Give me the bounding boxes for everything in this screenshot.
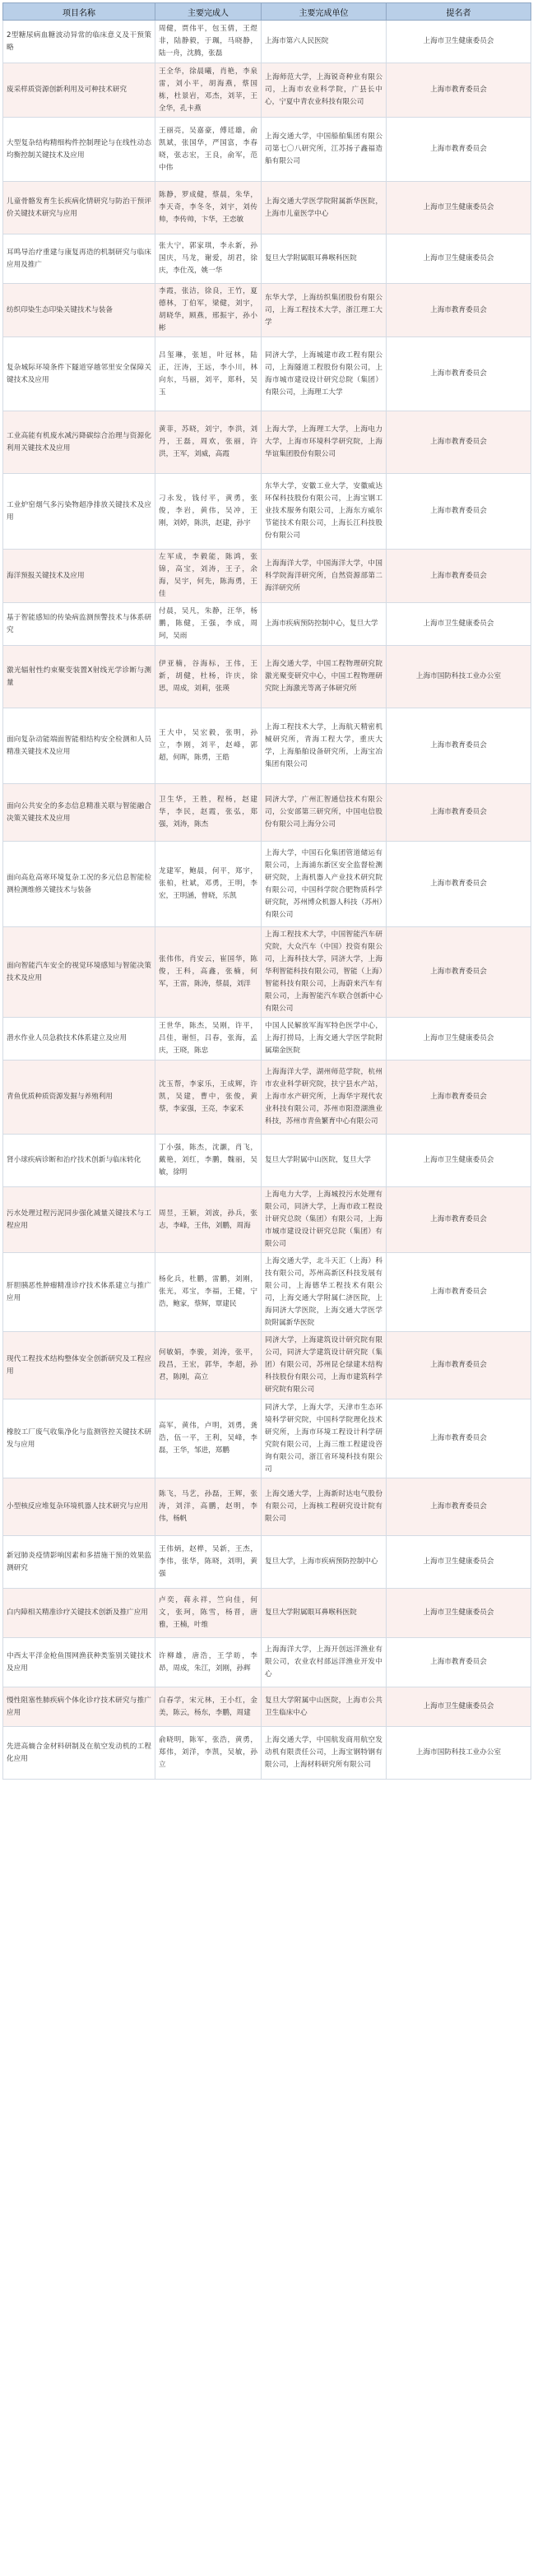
project-name-cell: 面向高危高寒环境复杂工况的多元信息智能检测检测维修关键技术与装备 [3,842,155,927]
nominator-cell: 上海市教育委员会 [387,1061,531,1135]
nominator-cell: 上海市国防科技工业办公室 [387,646,531,708]
units-cell: 中国人民解放军海军特色医学中心，上海打捞局，上海交通大学医学院附属瑞金医院 [262,1018,387,1061]
units-cell: 上海交通大学，北斗天汇（上海）科技有限公司，苏州高新区科技发展有限公司，上海德华工程技术有限公司，上海交通大学附属仁济医院，上海同济大学医院，上海交通大学医学院附属新华医院 [262,1253,387,1332]
table-row [3,1332,531,1399]
project-name-cell: 2型糖尿病血糖波动异常的临床意义及干预策略 [3,21,155,63]
nominator-cell: 上海市教育委员会 [387,708,531,784]
award-results-table [2,2,531,1780]
table-row [3,118,531,182]
project-name-cell: 小型核反应堆复杂环境机器人技术研究与应用 [3,1478,155,1536]
contributors-cell: 卫生华，王胜，程杨，赵建华，李民，赵霞，张弘，郑强，刘涛，陈杰 [155,784,262,842]
table-row [3,1589,531,1638]
contributors-cell: 沈玉帮，李家乐，王成辉，许凯，吴建，曹中，张俊，黄蔡，李家强，王亮，李家禾 [155,1061,262,1135]
units-cell: 上海交通大学医学院附属新华医院，上海市儿童医学中心 [262,182,387,234]
project-name-cell: 大型复杂结构精细构件控制理论与在线性动态均衡控制关键技术及应用 [3,118,155,182]
nominator-cell: 上海市教育委员会 [387,784,531,842]
nominator-cell: 上海市教育委员会 [387,1253,531,1332]
units-cell: 复旦大学附属眼耳鼻喉科医院 [262,1589,387,1638]
units-cell: 同济大学，上海城建市政工程有限公司，上海隧道工程股份有限公司，上海市城市建设设计研究总院（集团）有限公司，上海理工大学 [262,337,387,411]
contributors-cell: 李霞，张洁，徐良，王竹，夏德林，丁伯军，梁健，刘宇，胡晓华，顾燕，邢振宇，孙小彬 [155,284,262,337]
units-cell: 上海交通大学，中国航发商用航空发动机有限责任公司，上海宝钢特钢有限公司，上海材料研究所有限公司 [262,1727,387,1780]
project-name-cell: 中西太平洋金枪鱼围网渔获种类鉴别关键技术及应用 [3,1638,155,1687]
project-name-cell: 复杂城际环境条件下隧道穿越邻里安全保障关键技术及应用 [3,337,155,411]
units-cell: 上海市疾病预防控制中心，复旦大学 [262,603,387,646]
contributors-cell: 左军成，李毅能，陈鸿，张锦，高宝，刘涛，王子，余海，吴宇，何先，陈海勇，王佳 [155,550,262,603]
table-row [3,1135,531,1187]
contributors-cell: 王大中，吴宏毅，张明，孙立，李刚，刘平，赵峰，郭超，何晖，陈勇，王皓 [155,708,262,784]
table-row [3,284,531,337]
nominator-cell: 上海市教育委员会 [387,1399,531,1478]
contributors-cell: 吕玺琳，张旭，叶冠林，陆正，汪涛，王远，李小川，林向东，马丽，刘平，郑科，吴玉 [155,337,262,411]
units-cell: 上海市第六人民医院 [262,21,387,63]
contributors-cell: 黄菲，苏晓，刘宁，李洪，刘丹，王磊，周欢，张丽，许洪，王军，刘威，高霞 [155,411,262,474]
table-row [3,1187,531,1253]
contributors-cell: 高军，黄伟，卢明，刘勇，龚浩，伍一平，王利，吴峰，李磊，王华，邹进，郑鹏 [155,1399,262,1478]
table-row [3,1061,531,1135]
results-table-container [2,2,531,1780]
units-cell: 上海海洋大学，中国海洋大学，中国科学院海洋研究所，自然资源部第二海洋研究所 [262,550,387,603]
contributors-cell: 王丽亮，吴嘉豪，傅廷雄，俞凯斌，张国华，严国富，李春晓，张志宏，王良，俞军，范中伟 [155,118,262,182]
nominator-cell: 上海市卫生健康委员会 [387,182,531,234]
nominator-cell: 上海市教育委员会 [387,1478,531,1536]
nominator-cell: 上海市教育委员会 [387,842,531,927]
table-row [3,411,531,474]
project-name-cell: 基于智能感知的传染病监测预警技术与体系研究 [3,603,155,646]
project-name-cell: 慢性阻塞性肺疾病个体化诊疗技术研究与推广应用 [3,1687,155,1727]
project-name-cell: 青鱼优质种质资源发掘与养殖利用 [3,1061,155,1135]
nominator-cell: 上海市卫生健康委员会 [387,1018,531,1061]
nominator-cell: 上海市卫生健康委员会 [387,234,531,284]
contributors-cell: 刁永发，钱付平，黄勇，张俊，李岩，黄伟，吴冲，王刚，刘婷，陈洪，赵建，孙宇 [155,474,262,550]
project-name-cell: 面向公共安全的多态信息精准关联与智能融合决策关键技术及应用 [3,784,155,842]
units-cell: 同济大学，上海大学，天津市生态环境科学研究院，中国科学院理化技术研究所，上海市环境工程设计科学研究院有限公司，上海三维工程建设咨询有限公司，浙江省环境科技有限公司 [262,1399,387,1478]
units-cell: 上海海洋大学，上海开创远洋渔业有限公司，农业农村部远洋渔业开发中心 [262,1638,387,1687]
table-row [3,63,531,118]
table-row [3,1478,531,1536]
table-row [3,1018,531,1061]
table-header-row [3,3,531,21]
units-cell: 复旦大学附属眼耳鼻喉科医院 [262,234,387,284]
nominator-cell: 上海市教育委员会 [387,1638,531,1687]
nominator-cell: 上海市卫生健康委员会 [387,1589,531,1638]
units-cell: 上海工程技术大学，上海航天精密机械研究所，青海工程大学，重庆大学，上海船舶设备研究所，上海宝冶集团有限公司 [262,708,387,784]
units-cell: 上海大学，中国石化集团管道储运有限公司，上海浦东新区安全监督检测研究院，上海机器人产业技术研究院有限公司，中国科学院合肥物质科学研究院，苏州博众机器人科技（苏州）有限公司 [262,842,387,927]
project-name-cell: 现代工程技术结构整体安全创新研究及工程应用 [3,1332,155,1399]
units-cell: 同济大学，广州汇智通信技术有限公司，公安部第三研究所，中国电信股份有限公司上海分公司 [262,784,387,842]
contributors-cell: 周健，贾伟平，包玉倩，王煜非，陆静毅，于珮，马晓静，陆一舟，沈腾，张磊 [155,21,262,63]
units-cell: 上海电力大学，上海城投污水处理有限公司，同济大学，上海市政工程设计研究总院（集团）有限公司，上海市城市建设设计研究总院（集团）有限公司 [262,1187,387,1253]
contributors-cell: 白春学，宋元林，王小红，金美，陈云，杨东，李鹏，周建 [155,1687,262,1727]
units-cell: 上海海洋大学，湖州师范学院，杭州市农业科学研究院，扶宁县水产站，上海市水产研究所，上海华宇现代农业科技有限公司，苏州市阳澄湖渔业科技，苏州市青鱼繁育中心有限公司 [262,1061,387,1135]
contributors-cell: 张伟伟，肖安云，崔国华，陈俊，王科，高鑫，张楠，何军，王雷，陈涛，蔡晨，刘洋 [155,927,262,1018]
nominator-cell: 上海市卫生健康委员会 [387,603,531,646]
project-name-cell: 污水处理过程污泥同步强化减量关键技术与工程应用 [3,1187,155,1253]
project-name-cell: 橡胶工厂废气收集净化与监测管控关键技术研发与应用 [3,1399,155,1478]
nominator-cell: 上海市卫生健康委员会 [387,1135,531,1187]
table-row [3,1687,531,1727]
project-name-cell: 耳鸣导治疗重建与康复再造的机制研究与临床应用及推广 [3,234,155,284]
contributors-cell: 卢奕，蒋永祥，竺向佳，何文，张珂，陈雪，杨晋，唐雅，王楠，叶维 [155,1589,262,1638]
table-row [3,234,531,284]
nominator-cell: 上海市教育委员会 [387,550,531,603]
contributors-cell: 王全华，徐晨曦，肖艳，李泉雷，刘小平，胡海燕，蔡国栋，杜景岩，邓杰，刘苹，王全华，孔卡燕 [155,63,262,118]
contributors-cell: 何敏娟，李骏，刘涛，张平，段昌，王宏，郭华，李超，孙君，陈刚，高立 [155,1332,262,1399]
units-cell: 上海大学，上海理工大学，上海电力大学，上海市环境科学研究院，上海华谊集团股份有限公司 [262,411,387,474]
table-row [3,337,531,411]
units-cell: 同济大学，上海建筑设计研究院有限公司，同济大学建筑设计研究院（集团）有限公司，苏州昆仑绿建木结构科技股份有限公司，上海市建筑科学研究院有限公司 [262,1332,387,1399]
table-row [3,21,531,63]
nominator-cell: 上海市教育委员会 [387,411,531,474]
project-name-cell: 新冠肺炎疫情影响因素和多措施干预的效果监测研究 [3,1536,155,1589]
table-row [3,1638,531,1687]
nominator-cell: 上海市教育委员会 [387,118,531,182]
units-cell: 东华大学，上海纺织集团股份有限公司，上海工程技术大学，浙江理工大学 [262,284,387,337]
units-cell: 复旦大学，上海市疾病预防控制中心 [262,1536,387,1589]
contributors-cell: 周昱，王颖，刘波，孙兵，张志，李峰，王伟，刘鹏，周海 [155,1187,262,1253]
table-row [3,182,531,234]
contributors-cell: 杨化兵，杜鹏，雷鹏，刘刚，张光，邓宝，李福，王健，宁浩，鲍家，蔡辉，覃建民 [155,1253,262,1332]
contributors-cell: 陈飞，马艺，孙磊，王辉，张涛，刘洋，高鹏，赵明，李伟，杨帆 [155,1478,262,1536]
table-row [3,550,531,603]
project-name-cell: 白内障相关精准诊疗关键技术创新及推广应用 [3,1589,155,1638]
contributors-cell: 伊亚楠，谷海标，王伟，王新，胡健，杜杨，许庆，徐思，周成，刘莉，张瑛 [155,646,262,708]
nominator-cell: 上海市教育委员会 [387,284,531,337]
nominator-cell: 上海市教育委员会 [387,927,531,1018]
nominator-cell: 上海市教育委员会 [387,474,531,550]
contributors-cell: 王世华，陈杰，吴刚，许平，吕佳，谢恒，吕春，张海，孟庆，王晓，陈忠 [155,1018,262,1061]
nominator-cell: 上海市卫生健康委员会 [387,1687,531,1727]
project-name-cell: 工业炉窑烟气多污染物超净排放关键技术及应用 [3,474,155,550]
table-row [3,646,531,708]
project-name-cell: 潜水作业人员急救技术体系建立及应用 [3,1018,155,1061]
units-cell: 上海交通大学，中国工程物理研究院激光聚变研究中心，中国工程物理研究院上海激光等离子体研究所 [262,646,387,708]
table-body [3,21,531,1780]
units-cell: 复旦大学附属中山医院，上海市公共卫生临床中心 [262,1687,387,1727]
project-name-cell: 激光辐射性约束聚变装置X射线光学诊断与测量 [3,646,155,708]
project-name-cell: 面向复杂动能端面智能相结构安全检测和人员精准关键技术及应用 [3,708,155,784]
table-row [3,1536,531,1589]
units-cell: 上海工程技术大学，中国智能汽车研究院，大众汽车（中国）投资有限公司，上海科技大学，同济大学，上海华利智能科技有限公司，智能（上海）智能科技有限公司，上海蔚来汽车有限公司，上海智能汽车联合创新中心有限公司 [262,927,387,1018]
table-row [3,1727,531,1780]
units-cell: 上海交通大学，中国船舶集团有限公司第七〇八研究所，江苏扬子鑫福造船有限公司 [262,118,387,182]
table-row [3,474,531,550]
header-main-contributors: 主要完成人 [155,3,262,21]
units-cell: 上海师范大学，上海锐奇种业有限公司，上海市农业科学院，广县长中心，宁夏中青农业科技有限公司 [262,63,387,118]
project-name-cell: 面向智能汽车安全的视觉环境感知与智能决策技术及应用 [3,927,155,1018]
contributors-cell: 丁小强，陈杰，沈灏，肖飞，戴艳，刘红，李鹏，魏丽，吴敏，徐明 [155,1135,262,1187]
project-name-cell: 先进高熵合金材料研制及在航空发动机的工程化应用 [3,1727,155,1780]
project-name-cell: 肝胆胰恶性肿瘤精准诊疗技术体系建立与推广应用 [3,1253,155,1332]
units-cell: 复旦大学附属中山医院，复旦大学 [262,1135,387,1187]
project-name-cell: 废采样质资源创新利用及可种技术研究 [3,63,155,118]
header-main-units: 主要完成单位 [262,3,387,21]
units-cell: 上海交通大学，上海新时达电气股份有限公司，上海核工程研究设计院有限公司 [262,1478,387,1536]
nominator-cell: 上海市教育委员会 [387,63,531,118]
nominator-cell: 上海市卫生健康委员会 [387,21,531,63]
nominator-cell: 上海市教育委员会 [387,337,531,411]
contributors-cell: 陈静，罗成健，蔡晨，朱华，李天奇，李冬冬，刘宇，刘传帅，李传帅，卞华，王恋敏 [155,182,262,234]
nominator-cell: 上海市教育委员会 [387,1332,531,1399]
nominator-cell: 上海市国防科技工业办公室 [387,1727,531,1780]
table-row [3,603,531,646]
project-name-cell: 海洋预报关键技术及应用 [3,550,155,603]
table-row [3,708,531,784]
contributors-cell: 许柳雄，唐浩，王学昉，李昂，周成，朱江，刘刚，孙辉 [155,1638,262,1687]
header-nominator: 提名者 [387,3,531,21]
table-row [3,1253,531,1332]
contributors-cell: 王伟炳，赵桦，吴新，王杰，李伟，张华，陈晓，刘明，黄强 [155,1536,262,1589]
units-cell: 东华大学，安徽工业大学，安徽威达环保科技股份有限公司，上海宝钢工业技术服务有限公司，上海东方威尔节能技术有限公司，上海长江科技股份有限公司 [262,474,387,550]
nominator-cell: 上海市卫生健康委员会 [387,1536,531,1589]
table-row [3,842,531,927]
project-name-cell: 工业高能有机废水减污降碳综合治理与资源化利用关键技术及应用 [3,411,155,474]
contributors-cell: 俞晓明，陈军，张浩，黄勇，郑伟，刘洋，李凯，吴敏，孙立 [155,1727,262,1780]
contributors-cell: 付晨，吴凡，朱静，汪华，杨鹏，陈健，王强，李成，周珂，吴雨 [155,603,262,646]
table-row [3,1399,531,1478]
table-row [3,927,531,1018]
project-name-cell: 儿童骨骼发育生长疾病化情研究与防治干预评价关键技术研究与应用 [3,182,155,234]
nominator-cell: 上海市教育委员会 [387,1187,531,1253]
header-project-name: 项目名称 [3,3,155,21]
contributors-cell: 张大宁，郭家琪，李永新，孙国庆，马龙，谢爱，胡君，徐庆，李仕茂，姚一华 [155,234,262,284]
project-name-cell: 肾小球疾病诊断和治疗技术创新与临床转化 [3,1135,155,1187]
table-row [3,784,531,842]
contributors-cell: 龙建军，鲍晨，何平，郑宇，张柏，杜斌，邓勇，王明，李宏，王明涵，曾晓，乐凯 [155,842,262,927]
project-name-cell: 纺织印染生态印染关键技术与装备 [3,284,155,337]
